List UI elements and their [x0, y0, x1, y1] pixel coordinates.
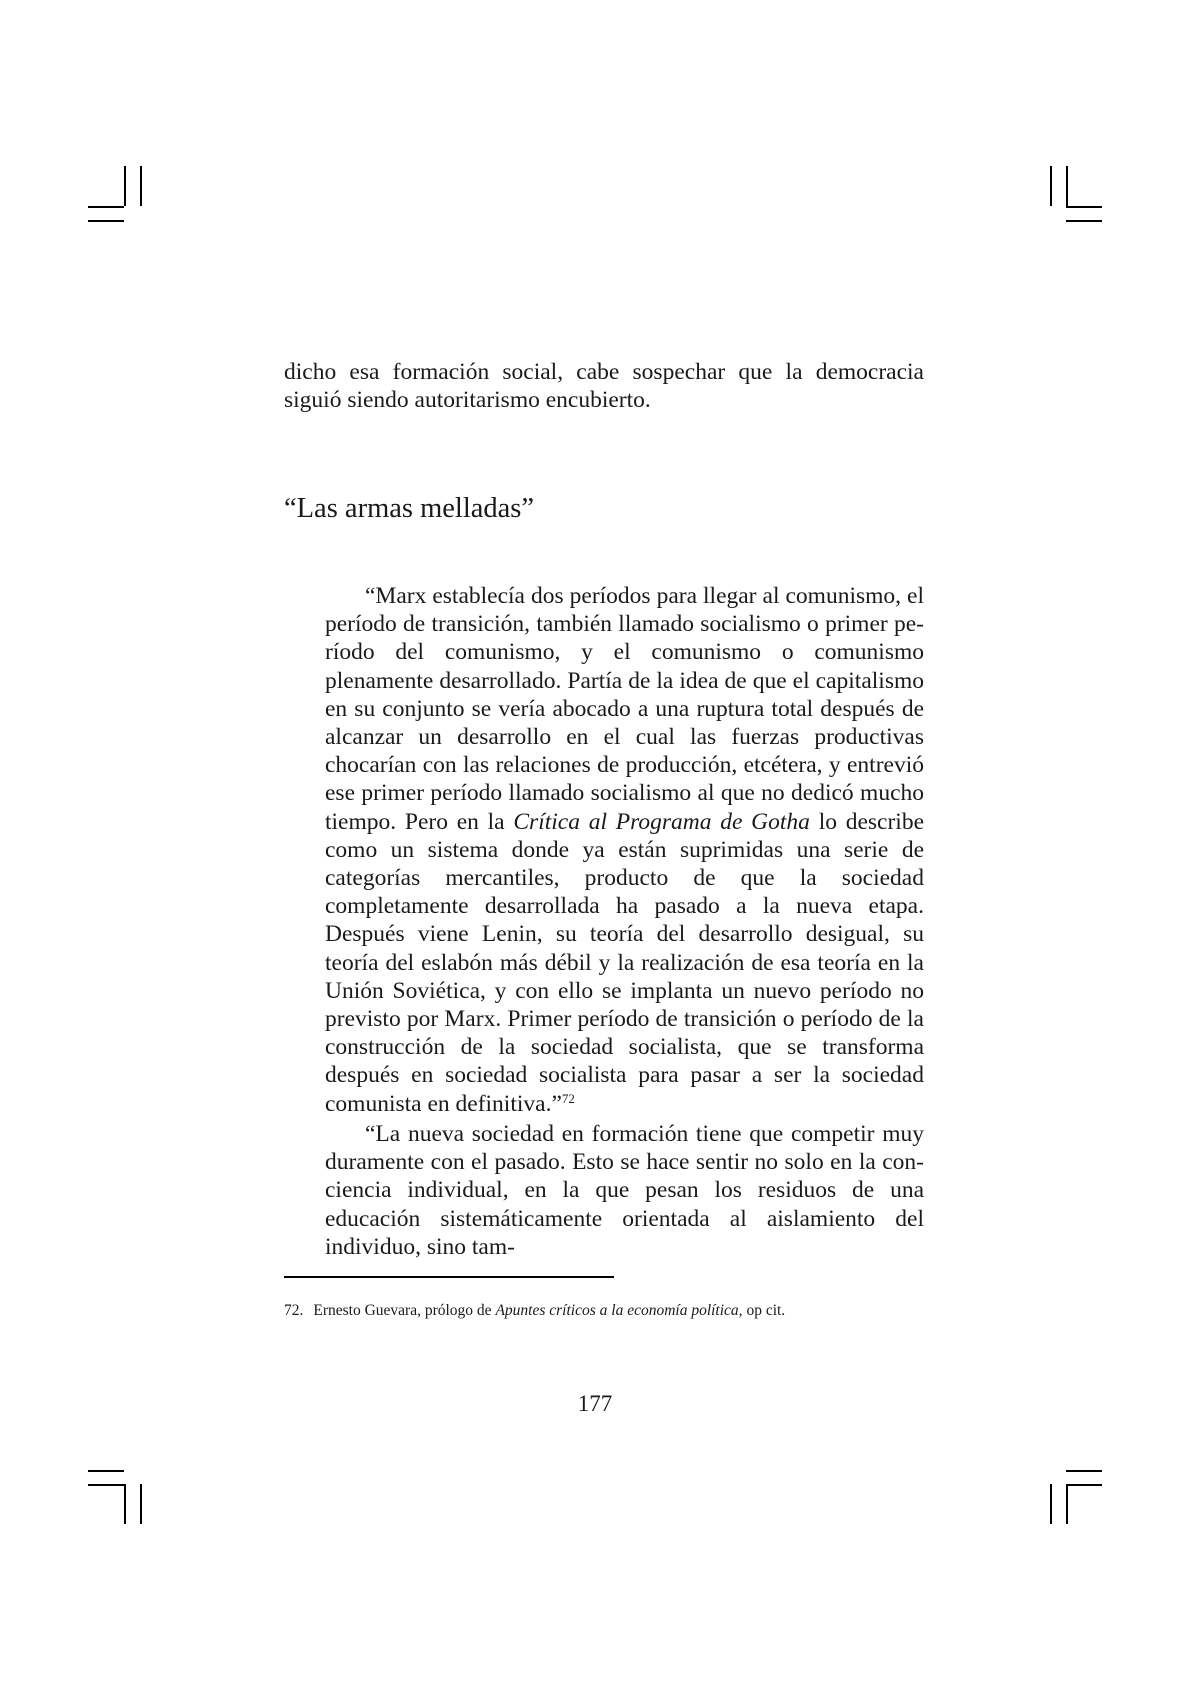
footnote-italic-title: Apuntes críticos a la economía política,: [495, 1302, 743, 1319]
quote-1-text-b: lo describe como un sistema donde ya están suprimidas una serie de categorías mercantiles, producto de que la sociedad completamente desarrollada ha pasado a la nueva etapa. Después viene Lenin, su teoría del desarrollo desigual, su teoría del eslabón más débil y la realización de esa teoría en la Unión Soviética, y con ello se implanta un nuevo período no previsto por Marx. Primer período de transición o período de la construcción de la sociedad socialista, que se transforma después en sociedad socialista para pasar a ser la sociedad comunista en definitiva.”: [325, 808, 925, 1117]
quote-2-text: “La nueva sociedad en formación tiene que competir muy duramente con el pasado. Esto se hace sentir no solo en la conciencia individual, en la que pesan los residuos de una educación sistemáticamente orientada al aislamiento del individuo, sino tam-: [325, 1121, 924, 1260]
quote-1-text-a: “Marx establecía dos períodos para llegar al comunismo, el período de transición, también llamado socialismo o primer período del comunismo, y el comunismo o comunismo plenamente desarrollado. Partía de la idea de que el capitalismo en su conjunto se vería abocado a una ruptura total después de alcanzar un desarrollo en el cual las fuerzas productivas chocarían con las relaciones de producción, etcétera, y entrevió ese primer período llamado socialismo al que no dedicó mucho tiempo. Pero en la: [325, 583, 924, 835]
footnote-number: 72.: [284, 1302, 304, 1319]
quote-1-italic-title: Crítica al Programa de Gotha: [513, 808, 810, 835]
section-heading: “Las armas melladas”: [284, 493, 535, 524]
intro-paragraph: dicho esa formación social, cabe sospechar que la democracia siguió siendo autoritarismo encubierto.: [284, 359, 924, 413]
footnote-text-b: op cit.: [742, 1302, 786, 1319]
block-quote-1: [325, 582, 924, 1118]
footnote-divider: [284, 1276, 614, 1278]
footnote-reference[interactable]: 72: [561, 1090, 575, 1106]
footnote: [284, 1301, 924, 1321]
block-quote-2: [325, 1120, 924, 1261]
footnote-text-a: Ernesto Guevara, prólogo de: [313, 1302, 496, 1319]
page-number: 177: [577, 1391, 613, 1416]
